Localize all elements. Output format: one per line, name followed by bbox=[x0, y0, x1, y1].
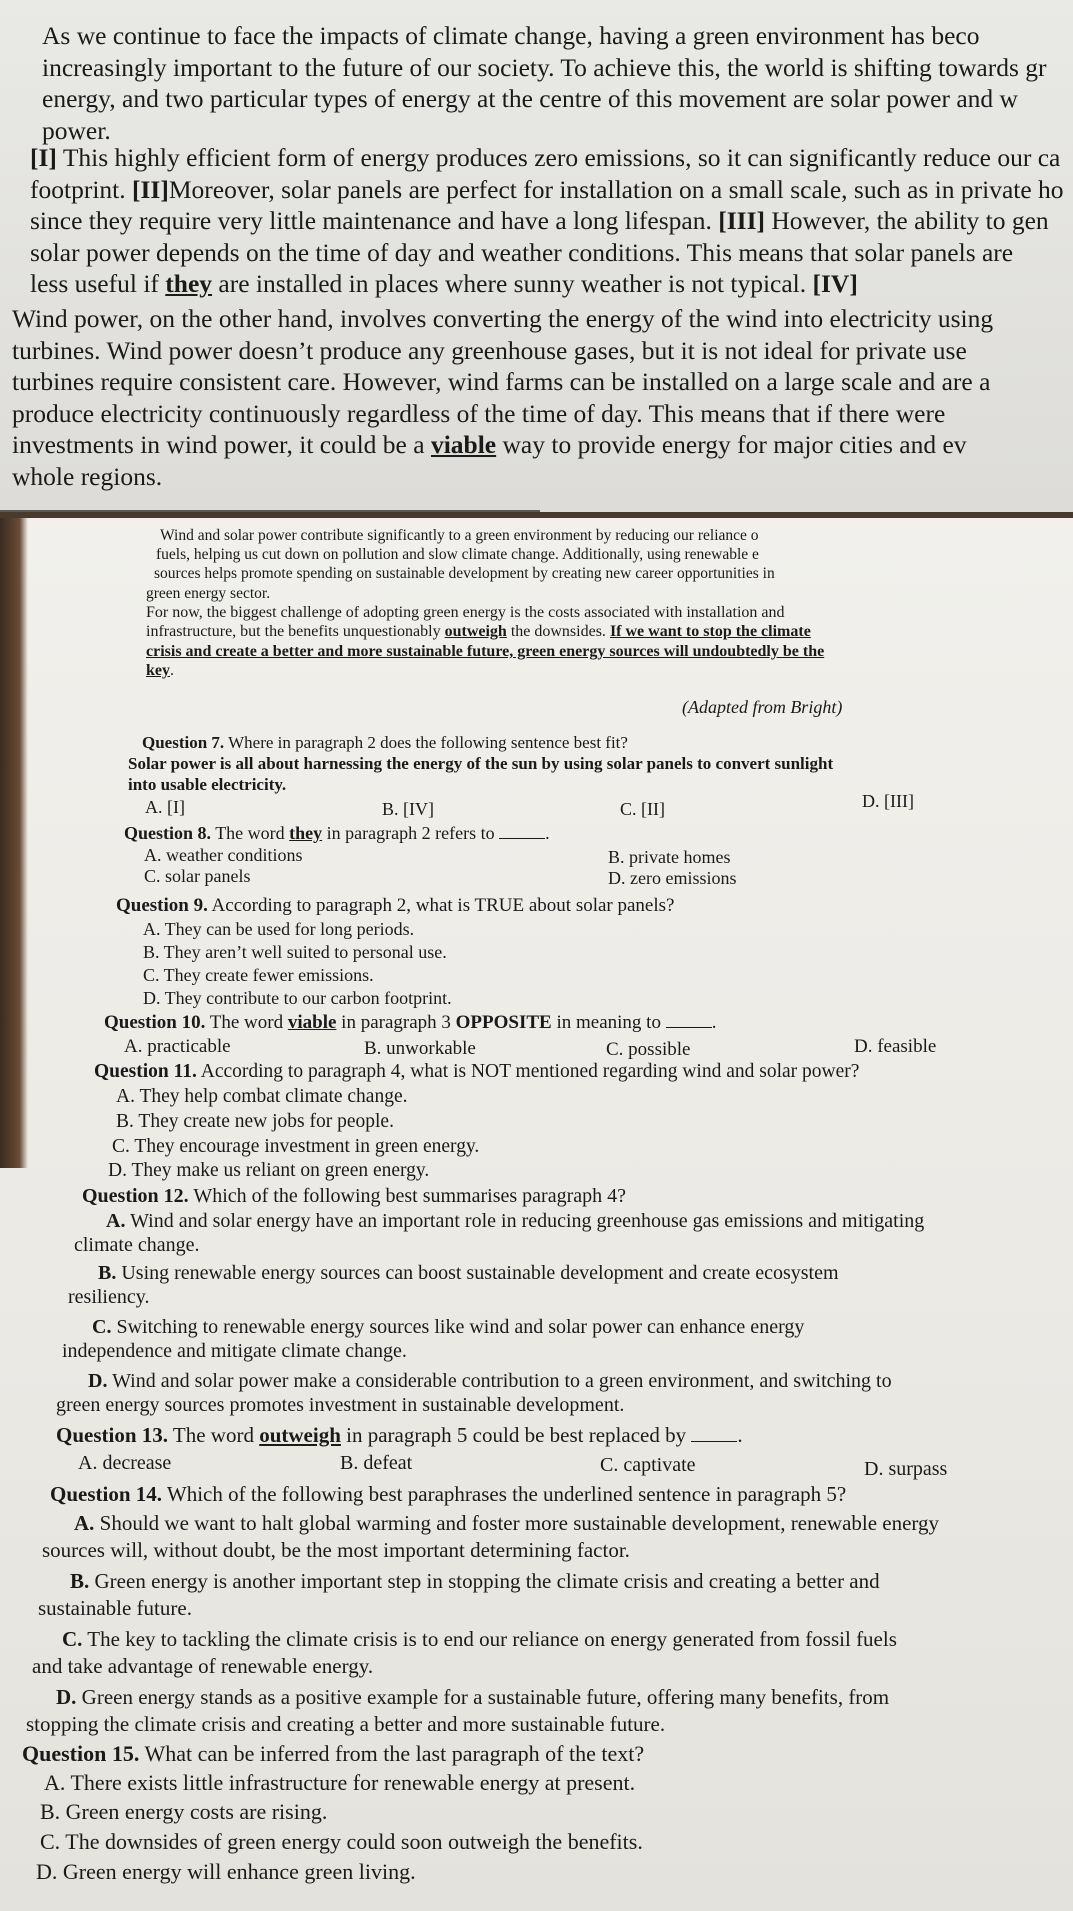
option-c[interactable]: C. They create fewer emissions. bbox=[143, 965, 374, 985]
underlined-sentence: key bbox=[146, 662, 170, 679]
option-text: Using renewable energy sources can boost sustainable development and create ecosystem bbox=[116, 1262, 839, 1284]
text-span: less useful if bbox=[30, 269, 166, 298]
underlined-sentence: If we want to stop the climate bbox=[609, 623, 811, 640]
question-text: What can be inferred from the last paragraph of the text? bbox=[139, 1741, 645, 1766]
marker-iii: [III] bbox=[718, 206, 765, 235]
top-page bbox=[0, 0, 1073, 512]
question-7 bbox=[142, 732, 628, 754]
question-15 bbox=[22, 1743, 644, 1765]
text-span: way to provide energy for major cities and ev bbox=[496, 430, 967, 459]
option-text-continued: resiliency. bbox=[68, 1286, 150, 1308]
paragraph-2 bbox=[30, 142, 1073, 300]
question-text: in meaning to bbox=[551, 1012, 666, 1033]
marker-i: [I] bbox=[30, 143, 57, 172]
option-a[interactable]: A. They help combat climate change. bbox=[116, 1086, 408, 1107]
option-a[interactable]: A. practicable bbox=[124, 1036, 231, 1057]
option-b[interactable]: B. They create new jobs for people. bbox=[116, 1111, 394, 1132]
option-text-continued: stopping the climate crisis and creating a better and more sustainable future. bbox=[26, 1712, 666, 1736]
question-text: The word bbox=[211, 823, 290, 843]
option-text: Switching to renewable energy sources like wind and solar power can enhance energy bbox=[111, 1316, 805, 1338]
underlined-word-viable: viable bbox=[430, 430, 497, 459]
option-letter: B. bbox=[98, 1262, 117, 1284]
underlined-word: they bbox=[289, 823, 323, 843]
option-text: Wind and solar power make a considerable contribution to a green environment, and switching to bbox=[107, 1370, 892, 1392]
question-text: According to paragraph 4, what is NOT mentioned regarding wind and solar power? bbox=[196, 1061, 860, 1082]
option-c[interactable] bbox=[62, 1628, 897, 1650]
text-span: are installed in places where sunny weather is not typical. bbox=[212, 269, 813, 298]
option-d[interactable]: D. [III] bbox=[862, 791, 914, 811]
option-d[interactable]: D. feasible bbox=[854, 1036, 937, 1057]
answer-blank[interactable] bbox=[691, 1440, 737, 1442]
option-c[interactable]: C. solar panels bbox=[144, 866, 251, 886]
question-text: Which of the following best summarises paragraph 4? bbox=[188, 1185, 626, 1207]
option-text-continued: climate change. bbox=[74, 1234, 200, 1256]
question-label: Question 9. bbox=[116, 895, 208, 916]
option-b[interactable] bbox=[98, 1262, 839, 1284]
option-b[interactable]: B. unworkable bbox=[364, 1038, 476, 1059]
option-text: Wind and solar energy have an important role in reducing greenhouse gas emissions and mitigating bbox=[125, 1210, 925, 1232]
option-text-continued: sources will, without doubt, be the most important determining factor. bbox=[42, 1538, 630, 1562]
option-text-continued: sustainable future. bbox=[38, 1596, 192, 1620]
option-c[interactable]: C. captivate bbox=[600, 1454, 696, 1476]
option-letter: B. bbox=[70, 1569, 90, 1593]
text-line bbox=[146, 622, 811, 641]
text-span: Moreover, solar panels are perfect for installation on a small scale, such as in private ho bbox=[168, 174, 1064, 204]
text-line bbox=[30, 174, 1073, 206]
option-text: The key to tackling the climate crisis is to end our reliance on energy generated from fossil fuels bbox=[82, 1627, 897, 1651]
option-a[interactable] bbox=[74, 1512, 939, 1534]
text-line: produce electricity continuously regardless of the time of day. This means that if there were bbox=[12, 398, 946, 428]
option-d[interactable]: D. They make us reliant on green energy. bbox=[108, 1160, 430, 1181]
text-span: footprint. bbox=[30, 174, 132, 204]
question-text: in paragraph 3 bbox=[336, 1012, 456, 1033]
text-line bbox=[30, 268, 1073, 300]
paragraph-3 bbox=[12, 303, 1073, 492]
question-text: Which of the following best paraphrases the underlined sentence in paragraph 5? bbox=[162, 1482, 847, 1506]
underlined-word-they: they bbox=[165, 269, 213, 298]
option-a[interactable] bbox=[106, 1210, 924, 1232]
text-line: power. bbox=[42, 115, 111, 145]
text-line: energy, and two particular types of energy at the centre of this movement are solar power and w bbox=[42, 84, 1018, 113]
option-text: Green energy is another important step in stopping the climate crisis and creating a better and bbox=[89, 1569, 880, 1593]
text-span: since they require very little maintenance and have a long lifespan. bbox=[30, 206, 719, 235]
text-line: fuels, helping us cut down on pollution and slow climate change. Additionally, using renewable e bbox=[156, 546, 759, 563]
question-label: Question 7. bbox=[142, 733, 225, 752]
question-text: in paragraph 2 refers to bbox=[322, 823, 500, 843]
question-13 bbox=[56, 1424, 743, 1446]
text-line bbox=[146, 661, 174, 680]
question-label: Question 13. bbox=[56, 1423, 169, 1447]
text-line: increasingly important to the future of our society. To achieve this, the world is shifting towards gr bbox=[42, 52, 1047, 82]
question-12 bbox=[82, 1185, 626, 1207]
text-line: turbines require consistent care. However, wind farms can be installed on a large scale and are a bbox=[12, 367, 991, 396]
option-text-continued: independence and mitigate climate change. bbox=[62, 1340, 407, 1362]
quoted-sentence: Solar power is all about harnessing the energy of the sun by using solar panels to convert sunlight bbox=[128, 754, 834, 773]
question-label: Question 10. bbox=[104, 1012, 206, 1033]
text-line bbox=[12, 429, 1073, 461]
question-label: Question 14. bbox=[50, 1482, 163, 1506]
text-line bbox=[30, 205, 1073, 237]
question-8 bbox=[124, 822, 550, 844]
option-c[interactable] bbox=[92, 1316, 804, 1338]
text-line: green energy sector. bbox=[146, 585, 271, 602]
option-a[interactable]: A. They can be used for long periods. bbox=[143, 919, 415, 939]
underlined-word-outweigh: outweigh bbox=[444, 623, 507, 640]
text-line: turbines. Wind power doesn’t produce any greenhouse gases, but it is not ideal for private use bbox=[12, 335, 967, 365]
option-a[interactable]: A. decrease bbox=[78, 1452, 172, 1474]
option-c[interactable]: C. possible bbox=[606, 1039, 691, 1060]
marker-ii: [II] bbox=[132, 174, 169, 204]
text-span: However, the ability to gen bbox=[765, 206, 1049, 235]
question-10 bbox=[104, 1012, 716, 1034]
text-line: sources helps promote spending on sustainable development by creating new career opportunities in bbox=[154, 565, 775, 582]
option-d[interactable]: D. Green energy will enhance green living. bbox=[36, 1859, 416, 1884]
option-d[interactable] bbox=[56, 1686, 889, 1708]
option-d[interactable] bbox=[88, 1370, 892, 1392]
option-d[interactable]: D. zero emissions bbox=[608, 868, 737, 888]
question-text: . bbox=[737, 1423, 743, 1447]
option-c[interactable]: C. The downsides of green energy could soon outweigh the benefits. bbox=[40, 1829, 643, 1854]
marker-iv: [IV] bbox=[812, 269, 858, 298]
source-citation: (Adapted from Bright) bbox=[682, 697, 843, 717]
option-b[interactable]: B. private homes bbox=[608, 847, 731, 867]
option-text-continued: green energy sources promotes investment in sustainable development. bbox=[56, 1394, 625, 1416]
option-letter: C. bbox=[92, 1316, 112, 1338]
option-a[interactable]: A. There exists little infrastructure for renewable energy at present. bbox=[44, 1770, 636, 1795]
answer-blank[interactable] bbox=[499, 837, 545, 839]
text-line: whole regions. bbox=[12, 461, 163, 491]
option-a[interactable]: A. weather conditions bbox=[144, 845, 303, 865]
option-letter: D. bbox=[56, 1685, 77, 1709]
option-letter: A. bbox=[74, 1511, 95, 1535]
option-text-continued: and take advantage of renewable energy. bbox=[32, 1654, 374, 1678]
option-text: Green energy stands as a positive example for a sustainable future, offering many benefits, from bbox=[76, 1685, 890, 1709]
option-letter: A. bbox=[106, 1210, 126, 1232]
option-c[interactable]: C. They encourage investment in green energy. bbox=[112, 1136, 480, 1157]
text-line bbox=[146, 642, 824, 661]
page-divider bbox=[0, 510, 540, 512]
text-span: investments in wind power, it could be a bbox=[12, 430, 431, 459]
underlined-word: outweigh bbox=[259, 1423, 341, 1447]
question-text: in paragraph 5 could be best replaced by bbox=[340, 1423, 692, 1447]
option-letter: D. bbox=[88, 1370, 108, 1392]
question-text: Where in paragraph 2 does the following sentence best fit? bbox=[224, 733, 628, 752]
text-span: . bbox=[170, 662, 174, 679]
text-line: Wind power, on the other hand, involves converting the energy of the wind into electricity using bbox=[12, 304, 994, 333]
option-b[interactable]: B. Green energy costs are rising. bbox=[40, 1799, 328, 1824]
question-text: The word bbox=[205, 1012, 288, 1033]
question-11 bbox=[94, 1061, 859, 1083]
option-b[interactable]: B. defeat bbox=[340, 1452, 413, 1474]
underlined-word: viable bbox=[287, 1012, 337, 1033]
option-text: Should we want to halt global warming and foster more sustainable development, renewable energy bbox=[94, 1511, 940, 1535]
question-label: Question 11. bbox=[94, 1061, 197, 1082]
question-text: The word bbox=[168, 1423, 260, 1447]
question-text: . bbox=[711, 1012, 717, 1033]
answer-blank[interactable] bbox=[666, 1026, 712, 1028]
text-line bbox=[30, 142, 1073, 174]
quoted-sentence: into usable electricity. bbox=[128, 775, 287, 794]
option-letter: C. bbox=[62, 1627, 83, 1651]
question-14 bbox=[50, 1483, 846, 1505]
question-label: Question 8. bbox=[124, 823, 212, 843]
question-label: Question 12. bbox=[82, 1185, 189, 1207]
text-line: solar power depends on the time of day and weather conditions. This means that solar panels are bbox=[30, 237, 1014, 267]
emphasis: OPPOSITE bbox=[455, 1012, 552, 1033]
option-b[interactable]: B. They aren’t well suited to personal use. bbox=[143, 942, 447, 962]
page-shadow bbox=[0, 518, 28, 1168]
option-b[interactable] bbox=[70, 1570, 880, 1592]
question-label: Question 15. bbox=[22, 1741, 140, 1766]
option-b[interactable]: B. [IV] bbox=[382, 799, 434, 819]
question-text: . bbox=[545, 823, 550, 843]
text-line: For now, the biggest challenge of adopting green energy is the costs associated with installation and bbox=[146, 604, 785, 621]
paragraph-1 bbox=[42, 20, 1073, 146]
option-c[interactable]: C. [II] bbox=[620, 799, 665, 819]
text-line: Wind and solar power contribute significantly to a green environment by reducing our reliance o bbox=[160, 527, 759, 544]
option-a[interactable]: A. [I] bbox=[145, 797, 185, 817]
underlined-sentence: crisis and create a better and more sustainable future, green energy sources will undoubtedly be the bbox=[146, 643, 825, 660]
text-span: infrastructure, but the benefits unquestionably bbox=[146, 623, 445, 640]
text-line: As we continue to face the impacts of climate change, having a green environment has beco bbox=[42, 21, 980, 50]
text-span: the downsides. bbox=[506, 623, 610, 640]
text-span: This highly efficient form of energy produces zero emissions, so it can significantly reduce our ca bbox=[56, 143, 1061, 172]
question-9 bbox=[116, 895, 674, 917]
bottom-page bbox=[0, 518, 1073, 1911]
option-d[interactable]: D. surpass bbox=[864, 1458, 948, 1480]
option-d[interactable]: D. They contribute to our carbon footprint. bbox=[143, 988, 452, 1008]
question-text: According to paragraph 2, what is TRUE about solar panels? bbox=[207, 895, 675, 916]
